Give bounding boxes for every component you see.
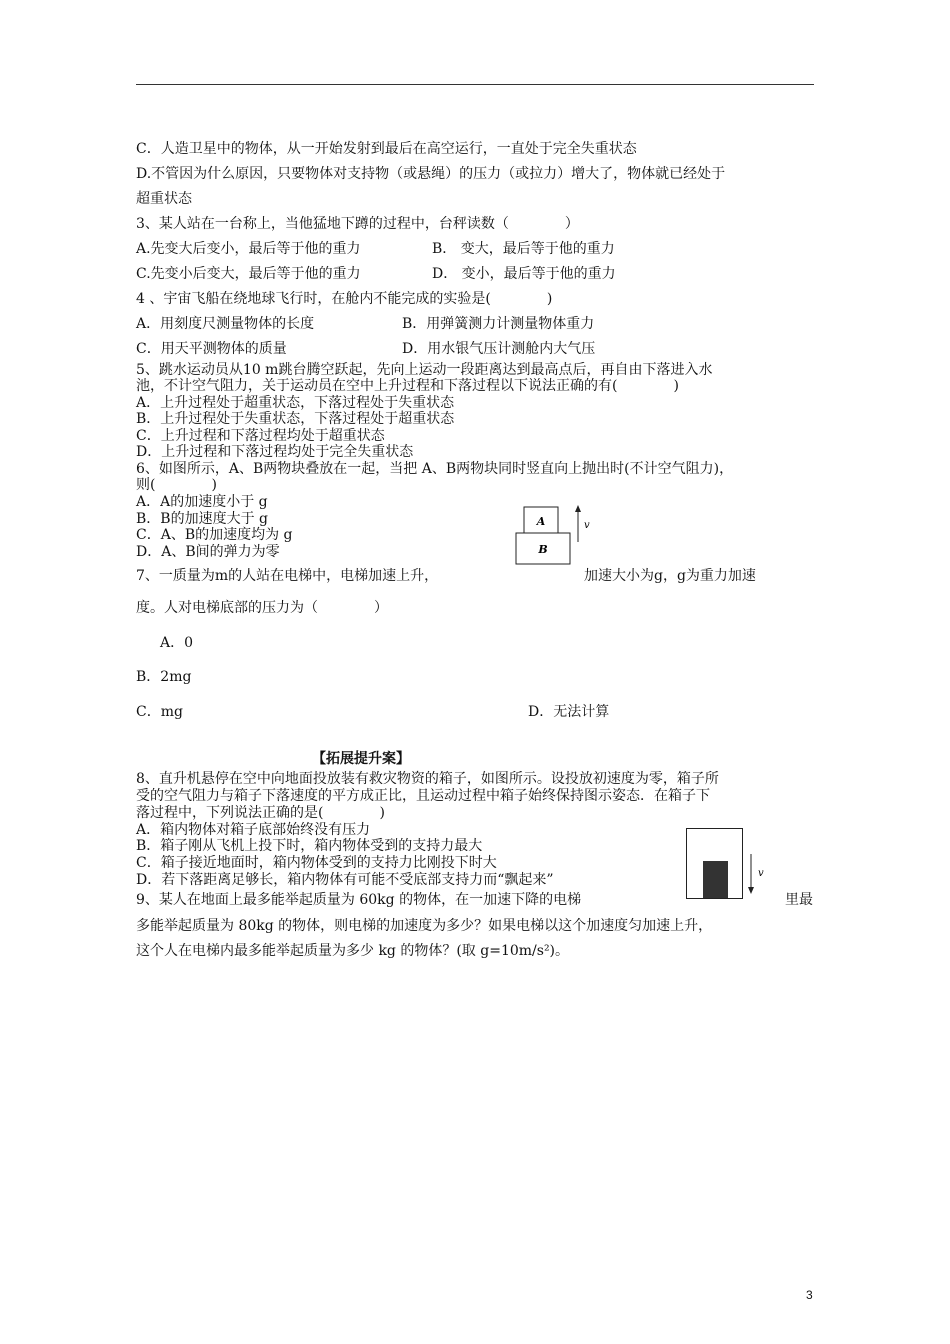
q7-option-d: D．无法计算 — [528, 704, 610, 720]
question-7-line2: 度。人对电梯底部的压力为（ ） — [136, 600, 388, 616]
q4-option-d: D．用水银气压计测舱内大气压 — [402, 341, 596, 357]
option-c: C．人造卫星中的物体，从一开始发射到最后在高空运行，一直处于完全失重状态 — [136, 141, 637, 157]
falling-box-figure — [686, 828, 786, 900]
header-rule — [136, 84, 814, 85]
question-9-line2: 多能举起质量为 80kg 的物体，则电梯的加速度为多少？如果电梯以这个加速度匀加速上升， — [136, 918, 713, 934]
question-6-line1: 6、如图所示，A、B两物块叠放在一起，当把 A、B两物块同时竖直向上抛出时(不计空气阻力)， — [136, 461, 734, 477]
cargo-block — [703, 861, 728, 898]
q7-option-a: A．0 — [160, 635, 194, 651]
q8-option-d: D．若下落距离足够长，箱内物体有可能不受底部支持力而“飘起来” — [136, 872, 554, 888]
q3-option-c: C.先变小后变大，最后等于他的重力 — [136, 266, 361, 282]
option-d-line1: D.不管因为什么原因，只要物体对支持物（或悬绳）的压力（或拉力）增大了，物体就已经处于 — [136, 166, 726, 182]
arrow-head-icon — [748, 887, 754, 894]
q6-option-d: D．A、B间的弹力为零 — [136, 544, 280, 560]
question-6-line2: 则( ) — [136, 477, 217, 493]
q8-option-c: C．箱子接近地面时，箱内物体受到的支持力比刚投下时大 — [136, 855, 497, 871]
q3-option-a: A.先变大后变小，最后等于他的重力 — [136, 241, 361, 257]
question-9-line1-left: 9、某人在地面上最多能举起质量为 60kg 的物体，在一加速下降的电梯 — [136, 892, 582, 908]
q6-option-b: B．B的加速度大于 g — [136, 511, 268, 527]
q4-option-a: A．用刻度尺测量物体的长度 — [136, 316, 315, 332]
question-9-line1-right: 里最 — [785, 892, 813, 908]
arrow-head-icon — [575, 505, 581, 512]
q6-option-a: A．A的加速度小于 g — [136, 494, 268, 510]
q4-option-b: B．用弹簧测力计测量物体重力 — [402, 316, 595, 332]
q7-option-b: B．2mg — [136, 669, 192, 685]
option-d-line2: 超重状态 — [136, 191, 192, 207]
q8-option-a: A．箱内物体对箱子底部始终没有压力 — [136, 822, 371, 838]
q8-option-b: B．箱子刚从飞机上投下时，箱内物体受到的支持力最大 — [136, 838, 483, 854]
q4-option-c: C．用天平测物体的质量 — [136, 341, 287, 357]
q7-option-c: C．mg — [136, 704, 183, 720]
question-8-line2: 受的空气阻力与箱子下落速度的平方成正比，且运动过程中箱子始终保持图示姿态．在箱子下 — [136, 788, 710, 804]
q5-option-d: D．上升过程和下落过程均处于完全失重状态 — [136, 444, 414, 460]
question-9-line3: 这个人在电梯内最多能举起质量为多少 kg 的物体？(取 g=10m/s²)。 — [136, 943, 570, 959]
stacked-blocks-figure — [512, 504, 602, 566]
section-heading: 【拓展提升案】 — [312, 751, 410, 767]
question-7-line1-right: 加速大小为g，g为重力加速 — [584, 568, 756, 584]
q5-option-b: B．上升过程处于失重状态，下落过程处于超重状态 — [136, 411, 455, 427]
page-number: 3 — [806, 1288, 813, 1302]
question-8-line3: 落过程中，下列说法正确的是( ) — [136, 805, 385, 821]
question-5-line1: 5、跳水运动员从10 m跳台腾空跃起，先向上运动一段距离达到最高点后，再自由下落进入水 — [136, 362, 713, 378]
q5-option-a: A．上升过程处于超重状态，下落过程处于失重状态 — [136, 395, 455, 411]
question-5-line2: 池，不计空气阻力，关于运动员在空中上升过程和下落过程以下说法正确的有( ) — [136, 378, 679, 394]
q6-option-c: C．A、B的加速度均为 g — [136, 527, 293, 543]
question-3: 3、某人站在一台称上，当他猛地下蹲的过程中，台秤读数（ ） — [136, 216, 579, 232]
q5-option-c: C．上升过程和下落过程均处于超重状态 — [136, 428, 385, 444]
question-7-line1-left: 7、一质量为m的人站在电梯中，电梯加速上升， — [136, 568, 439, 584]
block-a-label: A — [536, 515, 546, 528]
question-8-line1: 8、直升机悬停在空中向地面投放装有救灾物资的箱子，如图所示。设投放初速度为零，箱子所 — [136, 771, 719, 787]
q3-option-b: B． 变大，最后等于他的重力 — [432, 241, 615, 257]
question-4: 4 、宇宙飞船在绕地球飞行时，在舱内不能完成的实验是( ) — [136, 291, 553, 307]
velocity-label: v — [758, 868, 764, 879]
velocity-label: v — [584, 520, 590, 531]
block-b-label: B — [538, 543, 548, 556]
q3-option-d: D． 变小，最后等于他的重力 — [432, 266, 616, 282]
